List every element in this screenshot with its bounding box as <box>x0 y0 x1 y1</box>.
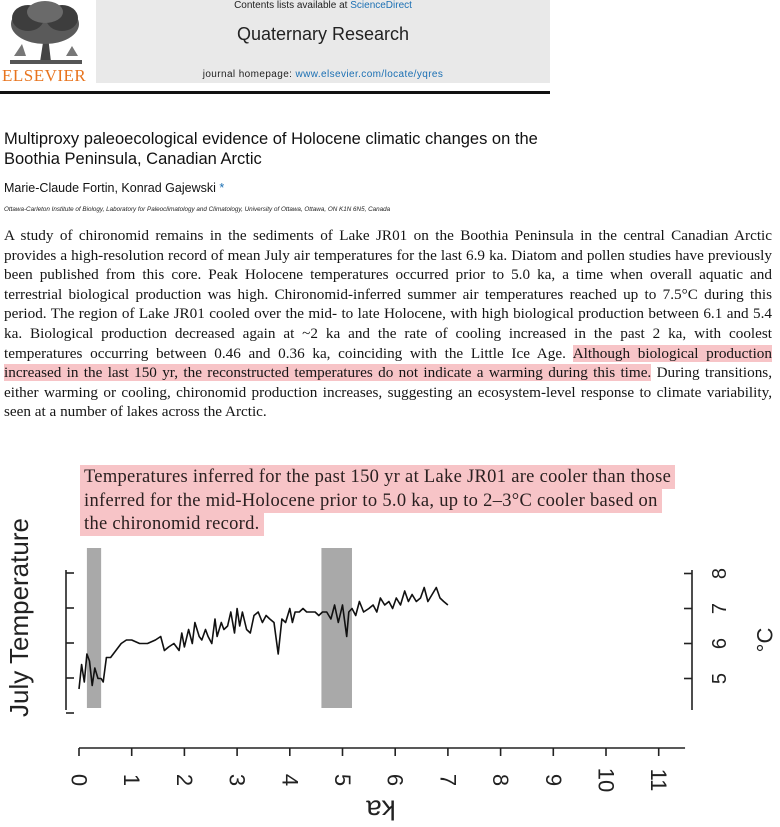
y-axis-right-tick-label: 5 <box>709 672 731 685</box>
x-axis-tick-label: 1 <box>119 773 145 787</box>
contents-line <box>96 0 550 11</box>
x-axis-tick-label: 2 <box>171 773 197 787</box>
x-axis-tick-label: 5 <box>330 773 355 787</box>
abstract-part-2: During transitions, either warming or cooling, chironomid production increases, suggesting an ecosystem-level response to climate variability, seen at a number of lakes across the Arctic. <box>4 364 772 421</box>
journal-title: Quaternary Research <box>236 24 410 44</box>
homepage-prefix: journal homepage: <box>202 69 296 80</box>
temperature-series-line <box>79 588 448 690</box>
abstract <box>4 226 772 422</box>
abstract-part-1: A study of chironomid remains in the sediments of Lake JR01 on the Boothia Peninsula in the central Canadian Arctic provides a high-resolution record of mean July air temperatures for the last 6.9 ka. Diatom and pollen studies have previously been published from this core. Peak Holocene temperatures occurred prior to 5.0 ka, a time when overall aquatic and terrestrial biological production was high. Chironomid-inferred summer air temperatures reached up to 7.5°C during this period. The region of Lake JR01 cooled over the mid- to late Holocene, with high biological production between 6.1 and 5.4 ka. Biological production decreased again at ~2 ka and the rate of cooling increased in the past 2 ka, with coolest temperatures occurring between 0.46 and 0.36 ka, coinciding with the Little Ice Age. <box>4 227 772 362</box>
homepage-link[interactable]: www.elsevier.com/locate/yqres <box>295 69 444 80</box>
highlight-callout <box>80 466 680 537</box>
temperature-chart <box>0 540 780 827</box>
sciencedirect-link[interactable]: ScienceDirect <box>350 0 412 11</box>
callout-text: Temperatures inferred for the past 150 yr at Lake JR01 are cooler than those inferred for the mid-Holocene prior to 5.0 ka, up to 2–3°C cooler based on the chironomid record. <box>80 465 675 536</box>
x-axis-tick-label: 4 <box>277 773 303 787</box>
x-axis-tick-label: 9 <box>540 773 566 787</box>
x-axis-tick-label: 11 <box>646 768 672 792</box>
x-axis-tick-label: 8 <box>488 773 514 787</box>
journal-banner <box>96 0 550 83</box>
y-axis-right-tick-label: 8 <box>709 567 731 580</box>
author-affiliation: Ottawa-Carleton Institute of Biology, Laboratory for Paleoclimatology and Climatology, University of Ottawa, Ottawa, ON K1N 6N5, Canada <box>4 206 391 213</box>
x-axis-tick-label: 6 <box>382 773 408 787</box>
elsevier-tree-icon <box>0 0 90 66</box>
y-axis-right-tick-label: 6 <box>709 637 731 650</box>
publisher-name: ELSEVIER <box>2 66 87 85</box>
x-axis-tick-label: 10 <box>593 767 619 793</box>
shaded-interval-0 <box>87 548 101 708</box>
authors-text: Marie-Claude Fortin, Konrad Gajewski <box>4 181 220 195</box>
author-list <box>4 181 224 195</box>
journal-homepage <box>96 69 550 80</box>
x-axis-tick-label: 0 <box>66 773 92 787</box>
abstract-highlight: Although biological production increased in the last 150 yr, the reconstructed temperatures do not indicate a warming during this time. <box>4 344 772 382</box>
corresponding-author-mark[interactable]: * <box>219 181 225 195</box>
x-axis-tick-label: 3 <box>224 773 250 787</box>
article-title: Multiproxy paleoecological evidence of Holocene climatic changes on the Boothia Peninsula, Canadian Arctic <box>4 130 538 168</box>
publisher-logo <box>0 0 90 86</box>
x-axis-tick-label: 7 <box>435 773 461 787</box>
header-rule <box>0 91 550 94</box>
y-axis-right-label: °C <box>752 627 778 653</box>
y-axis-left-label-text: July Temperature <box>4 518 34 717</box>
y-axis-right-tick-label: 7 <box>709 602 731 615</box>
x-axis-label: ka <box>366 794 396 826</box>
contents-prefix: Contents lists available at <box>234 0 351 11</box>
